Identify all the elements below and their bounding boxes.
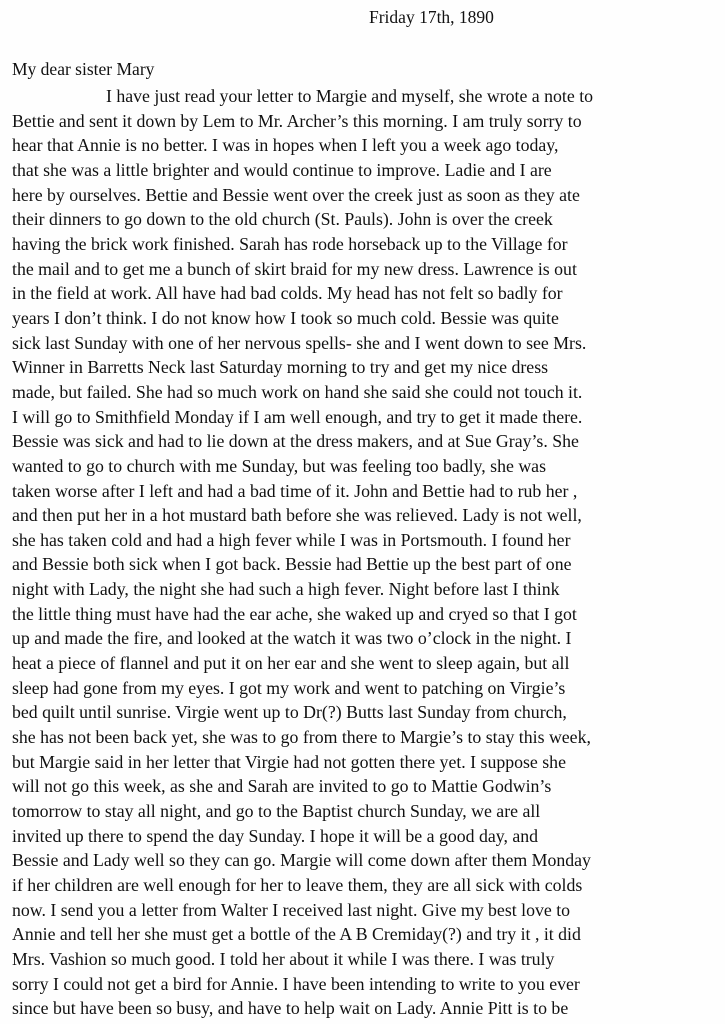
letter-line: will not go this week, as she and Sarah are invited to go to Mattie Godwin’s [12,776,552,797]
letter-line: hear that Annie is no better. I was in hopes when I left you a week ago today, [12,135,559,156]
letter-line: Bessie and Lady well so they can go. Margie will come down after them Monday [12,850,591,871]
letter-line: sleep had gone from my eyes. I got my work and went to patching on Virgie’s [12,677,566,698]
letter-line: I have just read your letter to Margie and myself, she wrote a note to [106,86,594,106]
letter-line: Bessie was sick and had to lie down at the dress makers, and at Sue Gray’s. She [12,431,579,452]
letter-body [12,84,724,1021]
letter-line: made, but failed. She had so much work on hand she said she could not touch it. [12,381,583,402]
letter-line: but Margie said in her letter that Virgie had not gotten there yet. I suppose she [12,751,566,772]
letter-line: here by ourselves. Bettie and Bessie went over the creek just as soon as they ate [12,184,580,205]
letter-line: and then put her in a hot mustard bath before she was relieved. Lady is not well, [12,505,582,526]
letter-line: in the field at work. All have had bad colds. My head has not felt so badly for [12,283,563,304]
letter-line: she has not been back yet, she was to go from there to Margie’s to stay this week, [12,727,591,748]
letter-line: the mail and to get me a bunch of skirt braid for my new dress. Lawrence is out [12,258,577,279]
letter-line: the little thing must have had the ear ache, she waked up and cryed so that I got [12,603,577,624]
letter-line: since but have been so busy, and have to help wait on Lady. Annie Pitt is to be [12,998,569,1019]
letter-line: years I don’t think. I do not know how I took so much cold. Bessie was quite [12,307,559,328]
letter-line: I will go to Smithfield Monday if I am well enough, and try to get it made there. [12,406,583,427]
letter-line: now. I send you a letter from Walter I received last night. Give my best love to [12,899,571,920]
letter-line: that she was a little brighter and would continue to improve. Ladie and I are [12,159,552,180]
letter-line: up and made the fire, and looked at the watch it was two o’clock in the night. I [12,628,572,649]
letter-line: having the brick work finished. Sarah has rode horseback up to the Village for [12,233,568,254]
letter-line: tomorrow to stay all night, and go to the Baptist church Sunday, we are all [12,801,541,822]
letter-line: night with Lady, the night she had such a high fever. Night before last I think [12,579,560,600]
letter-line: bed quilt until sunrise. Virgie went up to Dr(?) Butts last Sunday from church, [12,702,567,723]
letter-line: sick last Sunday with one of her nervous spells- she and I went down to see Mrs. [12,332,587,353]
letter-line: sorry I could not get a bird for Annie. I have been intending to write to you ever [12,973,580,994]
letter-line: heat a piece of flannel and put it on her ear and she went to sleep again, but all [12,653,570,674]
letter-line: and Bessie both sick when I got back. Bessie had Bettie up the best part of one [12,554,572,575]
letter-line: wanted to go to church with me Sunday, but was feeling too badly, she was [12,455,546,476]
letter-line: taken worse after I left and had a bad time of it. John and Bettie had to rub her , [12,480,578,501]
letter-line: Mrs. Vashion so much good. I told her about it while I was there. I was truly [12,948,555,969]
letter-line: invited up there to spend the day Sunday. I hope it will be a good day, and [12,825,539,846]
letter-line: Bettie and sent it down by Lem to Mr. Archer’s this morning. I am truly sorry to [12,110,582,131]
letter-line: if her children are well enough for her to leave them, they are all sick with colds [12,875,583,895]
letter-line: Winner in Barretts Neck last Saturday morning to try and get my nice dress [12,357,549,378]
letter-date: Friday 17th, 1890 [369,7,494,27]
letter-line: their dinners to go down to the old church (St. Pauls). John is over the creek [12,209,553,230]
letter-salutation: My dear sister Mary [12,59,155,79]
letter-line: Annie and tell her she must get a bottle of the A B Cremiday(?) and try it , it did [12,924,581,945]
letter-line: she has taken cold and had a high fever while I was in Portsmouth. I found her [12,529,571,550]
